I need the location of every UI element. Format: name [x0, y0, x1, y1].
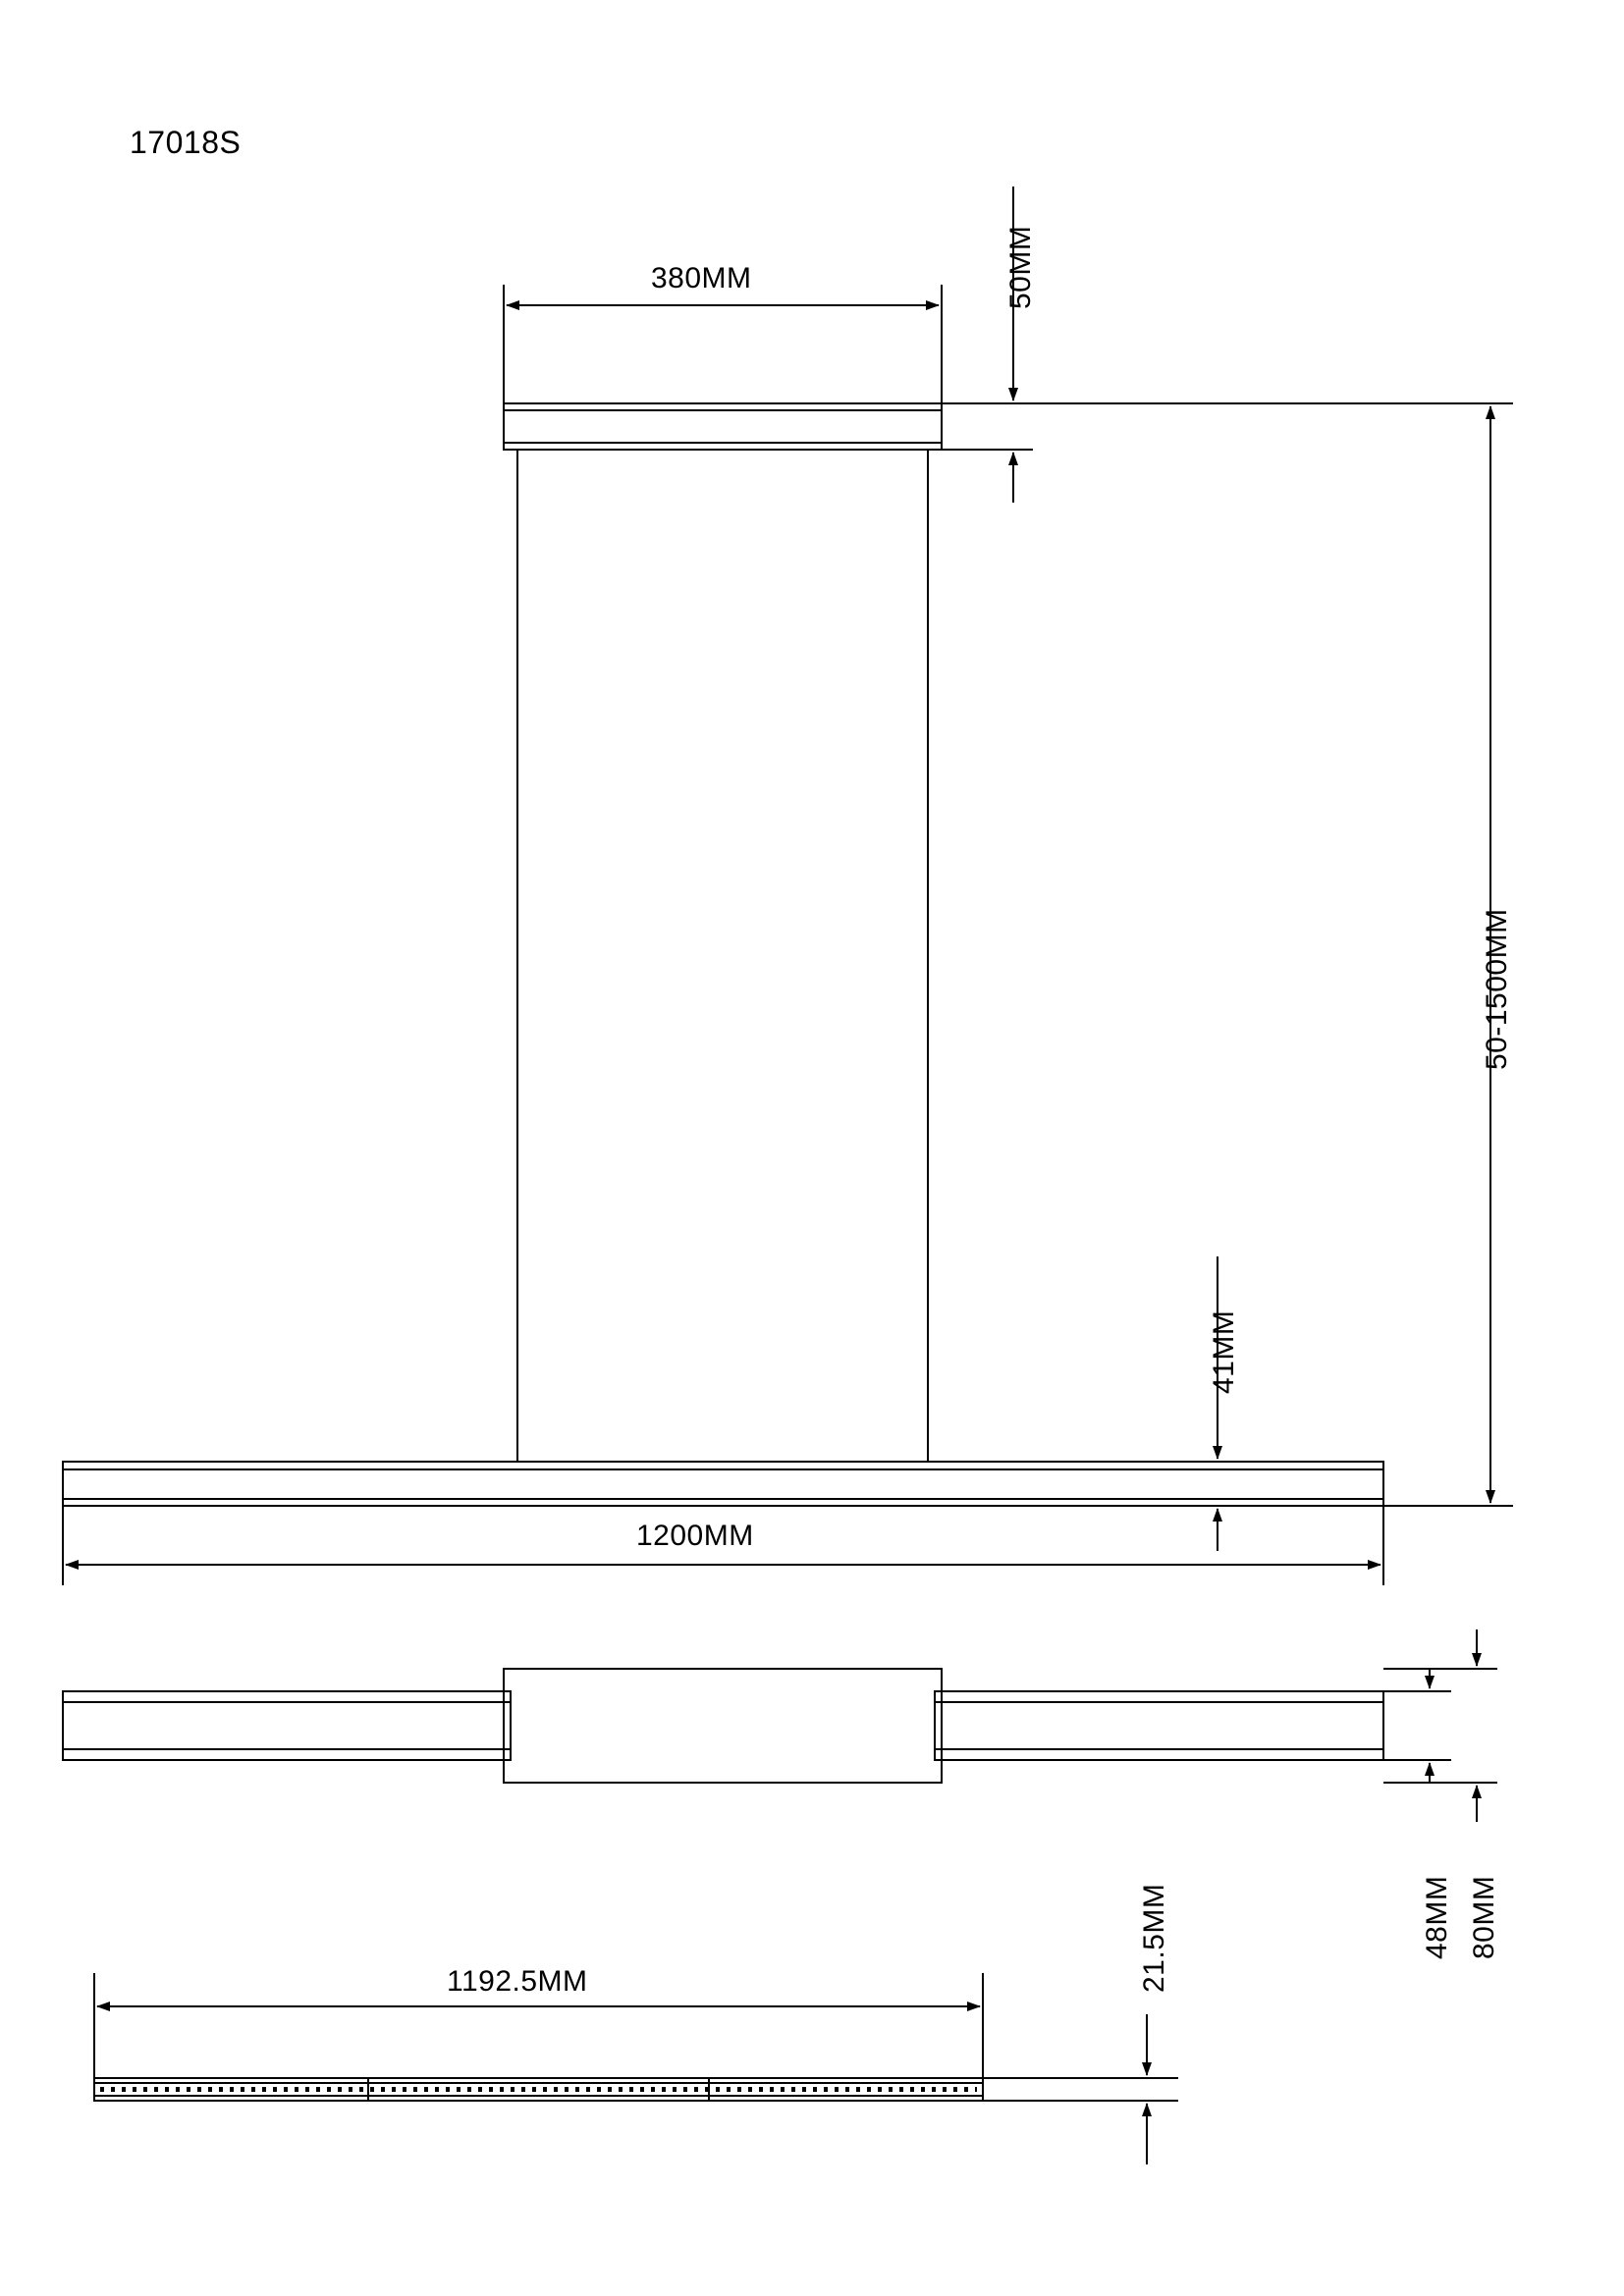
drawing-title: 17018S — [130, 125, 242, 160]
label-led-length: 1192.5MM — [447, 1965, 588, 1998]
led-strip — [94, 2078, 983, 2101]
label-fixture-height: 41MM — [1208, 1309, 1240, 1394]
dim-inner-depth — [1383, 1669, 1451, 1783]
label-suspension-range: 50-1500MM — [1481, 908, 1513, 1070]
label-outer-depth: 80MM — [1468, 1875, 1500, 1959]
label-canopy-width: 380MM — [651, 262, 752, 294]
fixture-bar-side — [63, 1669, 1383, 1783]
label-led-thickness: 21.5MM — [1138, 1883, 1170, 1993]
dim-outer-depth — [1383, 1629, 1497, 1822]
dim-led-thickness — [983, 2014, 1178, 2164]
fixture-bar-front — [63, 1462, 1383, 1506]
label-fixture-length: 1200MM — [636, 1520, 754, 1552]
label-inner-depth: 48MM — [1421, 1875, 1453, 1959]
dim-canopy-width — [504, 285, 942, 403]
label-canopy-height: 50MM — [1004, 225, 1037, 309]
canopy-outline — [504, 403, 942, 450]
suspension-stem — [517, 450, 928, 1462]
